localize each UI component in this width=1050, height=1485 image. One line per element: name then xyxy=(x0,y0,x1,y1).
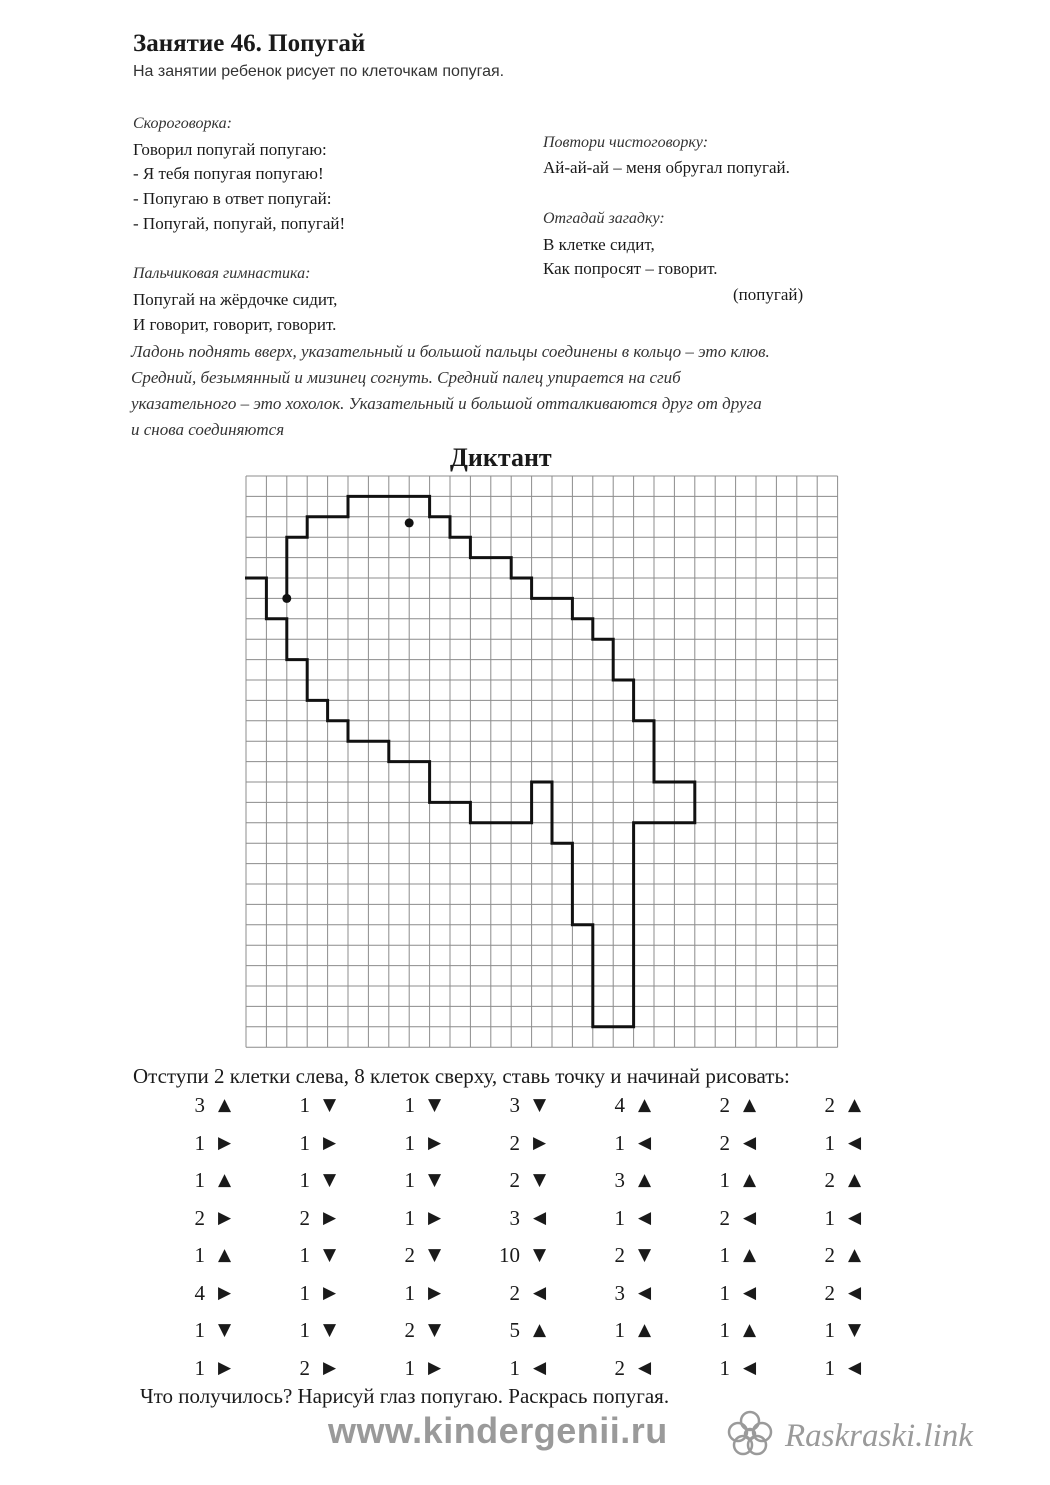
command-cell xyxy=(600,1203,680,1233)
command-cell xyxy=(705,1240,785,1270)
arrow-right-icon: ▶ xyxy=(218,1207,232,1228)
tongue-twister-line: - Я тебя попугая попугаю! xyxy=(133,164,324,183)
command-cell xyxy=(390,1315,470,1345)
command-cell xyxy=(705,1278,785,1308)
arrow-right-icon: ▶ xyxy=(428,1207,442,1228)
arrow-up-icon: ▲ xyxy=(848,1170,862,1190)
arrow-right-icon: ▶ xyxy=(428,1357,442,1378)
finger-instruction xyxy=(131,339,931,443)
command-count: 2 xyxy=(509,1168,520,1192)
tongue-twister-line: - Попугай, попугай, попугай! xyxy=(133,214,346,233)
command-count: 1 xyxy=(194,1318,205,1342)
arrow-left-icon: ◀ xyxy=(638,1282,652,1303)
arrow-down-icon: ▼ xyxy=(533,1095,547,1115)
command-count: 2 xyxy=(824,1243,835,1267)
command-cell xyxy=(495,1128,575,1158)
dictation-instruction: Отступи 2 клетки слева, 8 клеток сверху, ставь точку и начинай рисовать: xyxy=(133,1064,790,1088)
dictation-grid xyxy=(245,475,839,1053)
command-cell xyxy=(810,1353,890,1383)
command-count: 1 xyxy=(299,1243,310,1267)
command-cell xyxy=(600,1315,680,1345)
command-cell xyxy=(705,1315,785,1345)
command-count: 1 xyxy=(299,1093,310,1117)
command-count: 4 xyxy=(614,1093,625,1117)
tongue-twister-line: Говорил попугай попугаю: xyxy=(133,140,327,159)
command-cell xyxy=(600,1353,680,1383)
command-cell xyxy=(810,1090,890,1120)
command-cell xyxy=(495,1315,575,1345)
arrow-up-icon: ▲ xyxy=(533,1320,547,1340)
final-task: Что получилось? Нарисуй глаз попугаю. Раскрась попугая. xyxy=(140,1384,670,1408)
command-cell xyxy=(390,1203,470,1233)
arrow-left-icon: ◀ xyxy=(533,1357,547,1378)
command-cell xyxy=(810,1240,890,1270)
command-cell xyxy=(705,1165,785,1195)
arrow-down-icon: ▼ xyxy=(638,1245,652,1265)
command-cell xyxy=(390,1128,470,1158)
arrow-down-icon: ▼ xyxy=(323,1245,337,1265)
arrow-left-icon: ◀ xyxy=(848,1207,862,1228)
eye-dot xyxy=(405,518,414,527)
arrow-up-icon: ▲ xyxy=(743,1320,757,1340)
command-cell xyxy=(390,1353,470,1383)
command-count: 1 xyxy=(614,1130,625,1155)
riddle-answer: (попугай) xyxy=(733,285,804,304)
tongue-twister-line: - Попугаю в ответ попугай: xyxy=(133,189,332,208)
command-cell xyxy=(285,1353,365,1383)
command-cell xyxy=(285,1128,365,1158)
arrow-right-icon: ▶ xyxy=(533,1132,547,1153)
arrow-up-icon: ▲ xyxy=(743,1095,757,1115)
arrow-left-icon: ◀ xyxy=(533,1207,547,1228)
command-cell xyxy=(285,1240,365,1270)
command-cell xyxy=(285,1278,365,1308)
finger-gymnastics-line: Попугай на жёрдочке сидит, xyxy=(133,290,338,309)
command-count: 2 xyxy=(509,1280,520,1305)
command-cell xyxy=(285,1203,365,1233)
command-cell xyxy=(180,1165,260,1195)
arrow-up-icon: ▲ xyxy=(218,1170,232,1190)
command-cell xyxy=(495,1165,575,1195)
command-cell xyxy=(495,1353,575,1383)
arrow-down-icon: ▼ xyxy=(428,1245,442,1265)
arrow-down-icon: ▼ xyxy=(428,1320,442,1340)
arrow-right-icon: ▶ xyxy=(218,1132,232,1153)
arrow-right-icon: ▶ xyxy=(323,1132,337,1153)
command-count: 1 xyxy=(404,1130,415,1155)
command-cell xyxy=(495,1203,575,1233)
arrow-down-icon: ▼ xyxy=(848,1320,862,1340)
finger-instruction-line: Средний, безымянный и мизинец согнуть. Средний палец упирается на сгиб xyxy=(131,368,681,387)
command-count: 1 xyxy=(299,1280,310,1305)
command-count: 1 xyxy=(194,1130,205,1155)
site-watermark: www.kindergenii.ru xyxy=(328,1410,668,1451)
command-count: 1 xyxy=(614,1205,625,1230)
command-count: 1 xyxy=(719,1280,730,1305)
arrow-up-icon: ▲ xyxy=(638,1095,652,1115)
command-count: 2 xyxy=(404,1318,415,1342)
arrow-up-icon: ▲ xyxy=(848,1245,862,1265)
command-count: 2 xyxy=(299,1205,310,1230)
start-dot xyxy=(282,594,291,603)
arrow-right-icon: ▶ xyxy=(218,1282,232,1303)
command-count: 2 xyxy=(404,1243,415,1267)
arrow-right-icon: ▶ xyxy=(428,1282,442,1303)
arrow-up-icon: ▲ xyxy=(743,1170,757,1190)
command-count: 1 xyxy=(824,1130,835,1155)
grid-canvas xyxy=(245,475,839,1048)
command-cell xyxy=(705,1090,785,1120)
arrow-down-icon: ▼ xyxy=(323,1320,337,1340)
repeat-line: Ай-ай-ай – меня обругал попугай. xyxy=(543,158,790,177)
command-count: 2 xyxy=(824,1168,835,1192)
arrow-left-icon: ◀ xyxy=(848,1132,862,1153)
command-count: 1 xyxy=(404,1355,415,1380)
arrow-right-icon: ▶ xyxy=(323,1357,337,1378)
command-count: 1 xyxy=(299,1130,310,1155)
command-count: 2 xyxy=(824,1093,835,1117)
command-count: 2 xyxy=(299,1355,310,1380)
command-count: 1 xyxy=(404,1205,415,1230)
command-cell xyxy=(810,1165,890,1195)
command-cell xyxy=(180,1128,260,1158)
command-count: 2 xyxy=(614,1355,625,1380)
arrow-down-icon: ▼ xyxy=(218,1320,232,1340)
arrow-right-icon: ▶ xyxy=(323,1207,337,1228)
command-cell xyxy=(600,1090,680,1120)
command-cell xyxy=(180,1090,260,1120)
command-count: 1 xyxy=(194,1355,205,1380)
command-cell xyxy=(810,1128,890,1158)
command-count: 2 xyxy=(614,1243,625,1267)
command-count: 2 xyxy=(719,1093,730,1117)
command-cell xyxy=(600,1240,680,1270)
arrow-right-icon: ▶ xyxy=(323,1282,337,1303)
arrow-down-icon: ▼ xyxy=(323,1095,337,1115)
arrow-left-icon: ◀ xyxy=(638,1132,652,1153)
command-count: 1 xyxy=(299,1318,310,1342)
command-count: 1 xyxy=(719,1243,730,1267)
command-cell xyxy=(810,1315,890,1345)
command-cell xyxy=(180,1353,260,1383)
command-count: 3 xyxy=(194,1093,205,1117)
arrow-up-icon: ▲ xyxy=(638,1320,652,1340)
command-cell xyxy=(705,1203,785,1233)
arrow-left-icon: ◀ xyxy=(743,1132,757,1153)
command-cell xyxy=(495,1278,575,1308)
arrow-up-icon: ▲ xyxy=(743,1245,757,1265)
command-cell xyxy=(180,1203,260,1233)
command-count: 4 xyxy=(194,1280,205,1305)
command-count: 1 xyxy=(719,1168,730,1192)
command-cell xyxy=(600,1128,680,1158)
command-cell xyxy=(390,1165,470,1195)
dictation-title: Диктант xyxy=(450,443,552,472)
finger-gymnastics-line: И говорит, говорит, говорит. xyxy=(133,315,337,334)
command-count: 1 xyxy=(194,1243,205,1267)
finger-instruction-line: и снова соединяются xyxy=(131,420,285,439)
arrow-down-icon: ▼ xyxy=(428,1095,442,1115)
command-count: 1 xyxy=(719,1318,730,1342)
arrow-up-icon: ▲ xyxy=(218,1095,232,1115)
arrow-up-icon: ▲ xyxy=(218,1245,232,1265)
arrow-left-icon: ◀ xyxy=(743,1282,757,1303)
command-cell xyxy=(495,1240,575,1270)
command-cell xyxy=(705,1353,785,1383)
riddle-heading: Отгадай загадку: xyxy=(543,210,665,227)
arrow-left-icon: ◀ xyxy=(848,1282,862,1303)
riddle-line: В клетке сидит, xyxy=(543,235,655,254)
command-count: 3 xyxy=(509,1205,520,1230)
riddle-line: Как попросят – говорит. xyxy=(543,259,718,278)
page-title: Занятие 46. Попугай xyxy=(133,30,366,57)
command-cell xyxy=(285,1165,365,1195)
command-cell xyxy=(390,1278,470,1308)
arrow-down-icon: ▼ xyxy=(533,1170,547,1190)
command-cell xyxy=(180,1278,260,1308)
command-cell xyxy=(285,1090,365,1120)
command-count: 2 xyxy=(194,1205,205,1230)
command-cell xyxy=(180,1240,260,1270)
arrow-down-icon: ▼ xyxy=(428,1170,442,1190)
arrow-right-icon: ▶ xyxy=(428,1132,442,1153)
arrow-down-icon: ▼ xyxy=(323,1170,337,1190)
flower-icon xyxy=(720,1408,780,1458)
command-count: 1 xyxy=(194,1168,205,1192)
arrow-left-icon: ◀ xyxy=(638,1207,652,1228)
command-count: 1 xyxy=(509,1355,520,1380)
command-count: 1 xyxy=(404,1280,415,1305)
command-count: 1 xyxy=(404,1168,415,1192)
arrow-up-icon: ▲ xyxy=(848,1095,862,1115)
command-cell xyxy=(285,1315,365,1345)
arrow-right-icon: ▶ xyxy=(218,1357,232,1378)
command-count: 2 xyxy=(824,1280,835,1305)
finger-instruction-line: Ладонь поднять вверх, указательный и большой пальцы соединены в кольцо – это клюв. xyxy=(131,342,770,361)
command-cell xyxy=(810,1278,890,1308)
command-cell xyxy=(705,1128,785,1158)
command-count: 1 xyxy=(614,1318,625,1342)
command-count: 1 xyxy=(299,1168,310,1192)
arrow-left-icon: ◀ xyxy=(743,1207,757,1228)
command-count: 1 xyxy=(719,1355,730,1380)
command-count: 1 xyxy=(824,1318,835,1342)
command-cell xyxy=(810,1203,890,1233)
arrow-down-icon: ▼ xyxy=(533,1245,547,1265)
command-count: 1 xyxy=(404,1093,415,1117)
tongue-twister-heading: Скороговорка: xyxy=(133,115,232,132)
command-count: 2 xyxy=(509,1130,520,1155)
command-count: 2 xyxy=(719,1130,730,1155)
command-cell xyxy=(390,1240,470,1270)
raskraski-watermark: Raskraski.link xyxy=(785,1418,973,1454)
command-cell xyxy=(600,1165,680,1195)
command-count: 2 xyxy=(719,1205,730,1230)
repeat-heading: Повтори чистоговорку: xyxy=(543,134,709,151)
command-cell xyxy=(390,1090,470,1120)
arrow-left-icon: ◀ xyxy=(848,1357,862,1378)
arrow-up-icon: ▲ xyxy=(638,1170,652,1190)
command-count: 3 xyxy=(614,1280,625,1305)
command-count: 5 xyxy=(509,1318,520,1342)
command-cell xyxy=(495,1090,575,1120)
command-cell xyxy=(600,1278,680,1308)
arrow-left-icon: ◀ xyxy=(533,1282,547,1303)
page-subtitle: На занятии ребенок рисует по клеточкам попугая. xyxy=(133,63,505,80)
arrow-left-icon: ◀ xyxy=(743,1357,757,1378)
arrow-left-icon: ◀ xyxy=(638,1357,652,1378)
finger-instruction-line: указательного – это хохолок. Указательный и большой отталкиваются друг от друга xyxy=(131,394,762,413)
command-cell xyxy=(180,1315,260,1345)
command-count: 1 xyxy=(824,1355,835,1380)
command-count: 1 xyxy=(824,1205,835,1230)
command-count: 3 xyxy=(614,1168,625,1192)
command-count: 3 xyxy=(509,1093,520,1117)
finger-gymnastics-heading: Пальчиковая гимнастика: xyxy=(133,265,311,282)
command-count: 10 xyxy=(499,1243,520,1267)
